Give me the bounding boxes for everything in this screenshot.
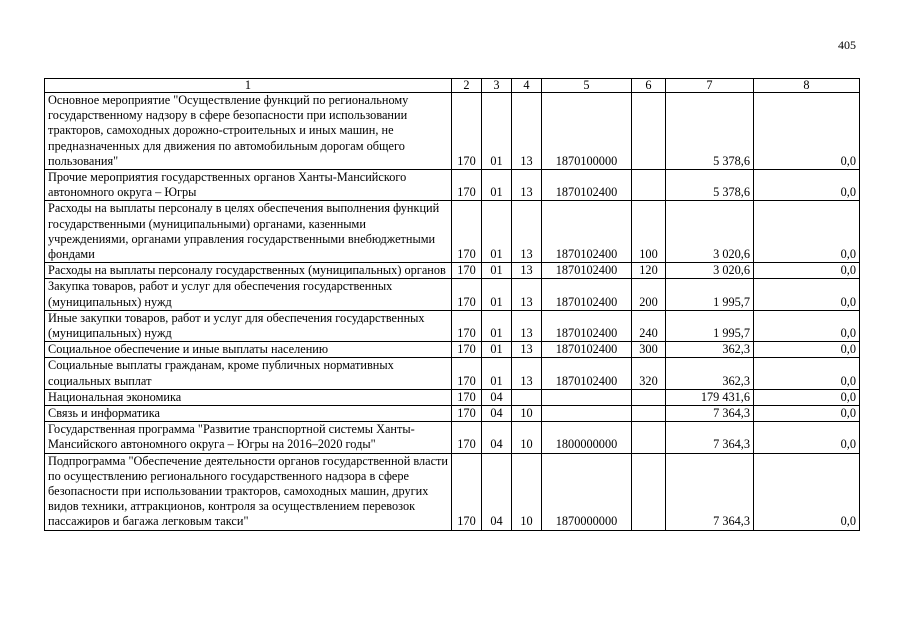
- row-code-3: 04: [482, 422, 512, 453]
- row-amount-8: 0,0: [754, 263, 860, 279]
- row-code-4: 10: [512, 453, 542, 530]
- row-code-2: 170: [452, 406, 482, 422]
- row-name: Национальная экономика: [45, 389, 452, 405]
- row-name: Иные закупки товаров, работ и услуг для обеспечения государственных (муниципальных) нужд: [45, 310, 452, 341]
- row-code-2: 170: [452, 263, 482, 279]
- row-amount-7: 7 364,3: [666, 406, 754, 422]
- row-code-4: 13: [512, 201, 542, 263]
- table-row: [45, 406, 860, 422]
- row-amount-8: 0,0: [754, 358, 860, 389]
- row-code-3: 01: [482, 93, 512, 170]
- row-amount-8: 0,0: [754, 201, 860, 263]
- row-code-4: 13: [512, 170, 542, 201]
- row-name: Государственная программа "Развитие транспортной системы Ханты-Мансийского автономного округа – Югры на 2016–2020 годы": [45, 422, 452, 453]
- row-code-6: [632, 406, 666, 422]
- budget-table: [44, 78, 860, 531]
- table-row: [45, 201, 860, 263]
- row-code-2: 170: [452, 389, 482, 405]
- row-amount-7: 5 378,6: [666, 93, 754, 170]
- row-amount-7: 7 364,3: [666, 453, 754, 530]
- row-amount-7: 362,3: [666, 358, 754, 389]
- row-code-2: 170: [452, 422, 482, 453]
- row-code-4: 13: [512, 358, 542, 389]
- row-code-6: [632, 422, 666, 453]
- row-amount-8: 0,0: [754, 453, 860, 530]
- row-amount-7: 1 995,7: [666, 279, 754, 310]
- row-code-6: [632, 170, 666, 201]
- row-amount-8: 0,0: [754, 279, 860, 310]
- table-row: [45, 279, 860, 310]
- table-header-row: [45, 79, 860, 93]
- row-code-3: 01: [482, 310, 512, 341]
- header-cell: 4: [512, 79, 542, 93]
- table-body: [45, 93, 860, 531]
- row-code-3: 01: [482, 358, 512, 389]
- row-amount-8: 0,0: [754, 389, 860, 405]
- row-name: Прочие мероприятия государственных органов Ханты-Мансийского автономного округа – Югры: [45, 170, 452, 201]
- row-code-2: 170: [452, 342, 482, 358]
- row-code-5: [542, 389, 632, 405]
- row-code-6: 300: [632, 342, 666, 358]
- table-row: [45, 263, 860, 279]
- row-code-3: 01: [482, 263, 512, 279]
- row-name: Закупка товаров, работ и услуг для обеспечения государственных (муниципальных) нужд: [45, 279, 452, 310]
- row-code-6: [632, 93, 666, 170]
- row-code-5: 1870102400: [542, 170, 632, 201]
- row-name: Связь и информатика: [45, 406, 452, 422]
- row-code-5: 1870100000: [542, 93, 632, 170]
- row-code-4: 13: [512, 310, 542, 341]
- row-code-6: [632, 453, 666, 530]
- row-code-5: 1870102400: [542, 279, 632, 310]
- table-row: [45, 93, 860, 170]
- row-name: Расходы на выплаты персоналу в целях обеспечения выполнения функций государственными (муниципальными) органами, казенными учреждениями, органами управления государственными внебюджетными фондами: [45, 201, 452, 263]
- table-row: [45, 389, 860, 405]
- header-cell: 6: [632, 79, 666, 93]
- row-code-6: 120: [632, 263, 666, 279]
- row-code-3: 01: [482, 170, 512, 201]
- row-code-3: 01: [482, 342, 512, 358]
- row-code-3: 04: [482, 406, 512, 422]
- row-code-5: 1870000000: [542, 453, 632, 530]
- row-amount-7: 362,3: [666, 342, 754, 358]
- row-code-5: 1870102400: [542, 358, 632, 389]
- table-row: [45, 342, 860, 358]
- header-cell: 3: [482, 79, 512, 93]
- row-amount-7: 1 995,7: [666, 310, 754, 341]
- row-code-2: 170: [452, 358, 482, 389]
- row-amount-8: 0,0: [754, 170, 860, 201]
- row-amount-7: 179 431,6: [666, 389, 754, 405]
- row-code-2: 170: [452, 170, 482, 201]
- row-code-6: 320: [632, 358, 666, 389]
- row-amount-8: 0,0: [754, 422, 860, 453]
- row-code-2: 170: [452, 453, 482, 530]
- table-row: [45, 170, 860, 201]
- row-code-6: 200: [632, 279, 666, 310]
- row-name: Расходы на выплаты персоналу государственных (муниципальных) органов: [45, 263, 452, 279]
- table-row: [45, 453, 860, 530]
- row-name: Социальное обеспечение и иные выплаты населению: [45, 342, 452, 358]
- page-number: 405: [838, 38, 856, 52]
- row-code-6: 240: [632, 310, 666, 341]
- row-code-3: 04: [482, 389, 512, 405]
- row-code-5: 1870102400: [542, 263, 632, 279]
- row-code-5: 1800000000: [542, 422, 632, 453]
- row-code-2: 170: [452, 93, 482, 170]
- row-amount-7: 3 020,6: [666, 263, 754, 279]
- row-code-5: 1870102400: [542, 310, 632, 341]
- row-code-5: 1870102400: [542, 201, 632, 263]
- header-cell: 2: [452, 79, 482, 93]
- row-amount-8: 0,0: [754, 310, 860, 341]
- row-code-4: 13: [512, 279, 542, 310]
- row-code-6: 100: [632, 201, 666, 263]
- row-name: Социальные выплаты гражданам, кроме публичных нормативных социальных выплат: [45, 358, 452, 389]
- row-code-3: 01: [482, 201, 512, 263]
- row-name: Подпрограмма "Обеспечение деятельности органов государственной власти по осуществлению регионального государственного надзора в сфере безопасности при использовании тракторов, самоходных машин, других видов техники, аттракционов, контроля за осуществлением перевозок пассажиров и багажа легковым такси": [45, 453, 452, 530]
- row-code-5: 1870102400: [542, 342, 632, 358]
- row-code-2: 170: [452, 310, 482, 341]
- row-code-5: [542, 406, 632, 422]
- header-cell: 5: [542, 79, 632, 93]
- row-amount-7: 3 020,6: [666, 201, 754, 263]
- table-row: [45, 422, 860, 453]
- header-cell: 7: [666, 79, 754, 93]
- row-code-4: 13: [512, 342, 542, 358]
- row-amount-7: 5 378,6: [666, 170, 754, 201]
- row-code-6: [632, 389, 666, 405]
- header-cell: 1: [45, 79, 452, 93]
- row-amount-7: 7 364,3: [666, 422, 754, 453]
- row-name: Основное мероприятие "Осуществление функций по региональному государственному надзору в сфере безопасности при использовании тракторов, самоходных дорожно-строительных и иных машин, не предназначенных для движения по автомобильным дорогам общего пользования": [45, 93, 452, 170]
- table-row: [45, 358, 860, 389]
- row-code-2: 170: [452, 279, 482, 310]
- row-amount-8: 0,0: [754, 406, 860, 422]
- row-code-3: 01: [482, 279, 512, 310]
- row-code-4: 13: [512, 93, 542, 170]
- row-code-2: 170: [452, 201, 482, 263]
- row-code-4: 10: [512, 422, 542, 453]
- row-code-4: 13: [512, 263, 542, 279]
- table-row: [45, 310, 860, 341]
- row-code-3: 04: [482, 453, 512, 530]
- row-amount-8: 0,0: [754, 93, 860, 170]
- header-cell: 8: [754, 79, 860, 93]
- row-code-4: [512, 389, 542, 405]
- row-code-4: 10: [512, 406, 542, 422]
- row-amount-8: 0,0: [754, 342, 860, 358]
